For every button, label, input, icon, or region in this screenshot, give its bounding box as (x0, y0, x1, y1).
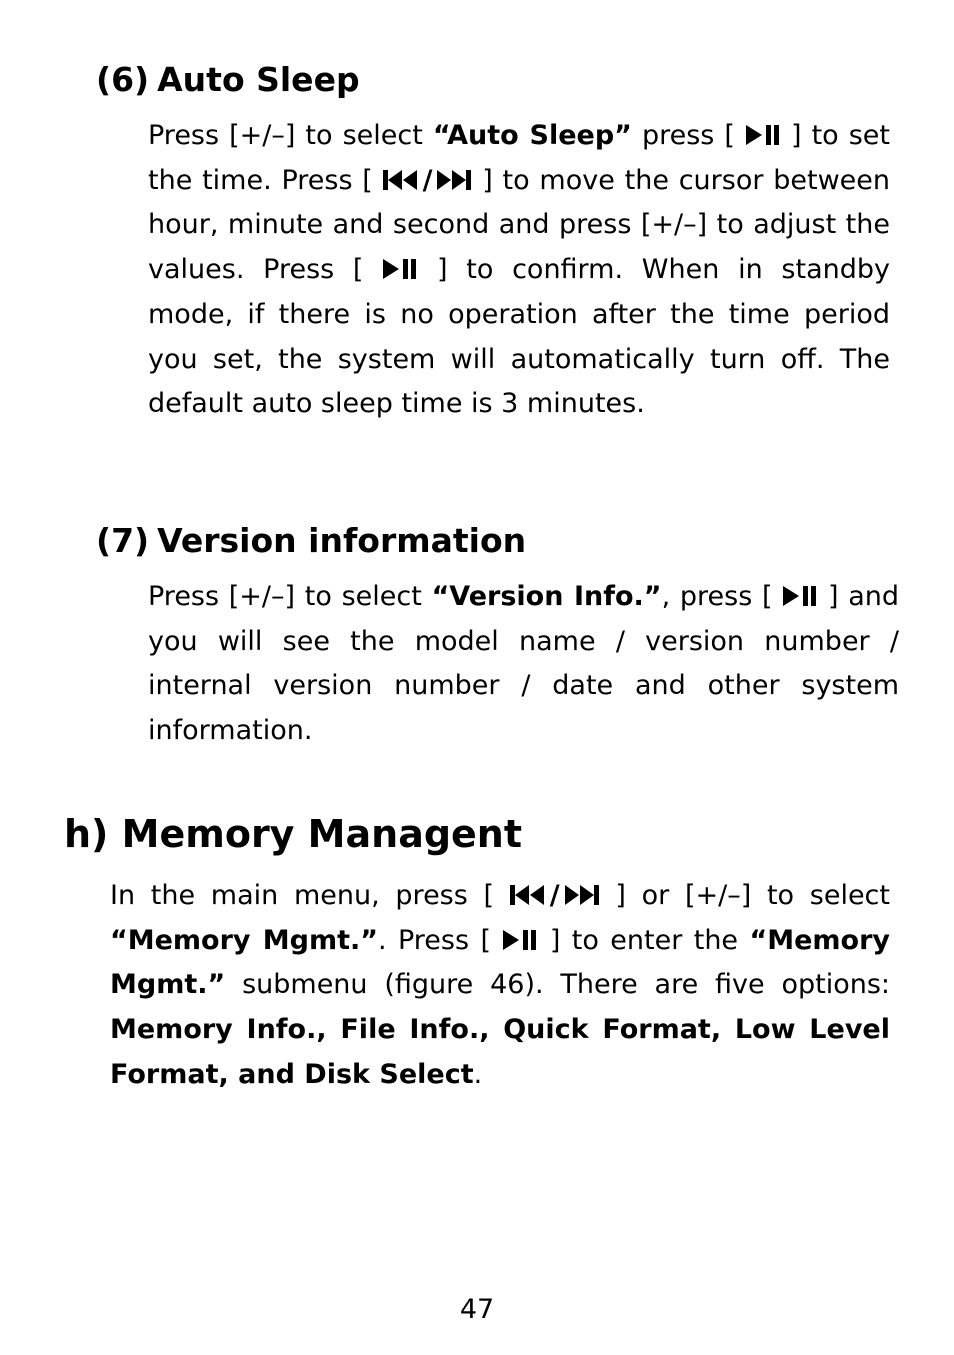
slash-separator: / (422, 164, 433, 196)
text: , press [ (661, 581, 783, 612)
text: press [ (631, 120, 745, 151)
section-7-title: Version information (157, 521, 527, 560)
section-h-paragraph (110, 874, 890, 1098)
play-pause-icon (745, 124, 781, 146)
text: ] and you will see the model name / version number / internal version number / date and other system information. (148, 581, 900, 747)
text: . Press [ (378, 924, 503, 956)
section-6-heading (96, 60, 360, 100)
section-6-number: (6) (96, 60, 150, 99)
text: ] to enter the (538, 924, 750, 956)
play-pause-icon (382, 258, 418, 280)
skip-next-icon (436, 169, 472, 191)
text: ] to set the time. Press [ (148, 120, 890, 196)
section-7-paragraph (148, 575, 899, 754)
section-6-paragraph (148, 114, 890, 427)
skip-previous-icon (383, 169, 419, 191)
text: ] or [+/–] to select (599, 880, 890, 911)
skip-previous-icon (510, 884, 546, 906)
quoted-term: “Memory Mgmt.” (110, 924, 890, 1001)
text: In the main menu, press [ (110, 880, 510, 911)
text: Press [+/–] to select (148, 120, 433, 151)
text: submenu (figure 46). There are five options: (225, 969, 890, 1001)
slash-separator: / (549, 880, 560, 911)
play-pause-icon (782, 585, 818, 607)
quoted-term: “Memory Mgmt.” (110, 924, 378, 956)
text: . (473, 1058, 483, 1090)
quoted-term: “Version Info.” (431, 581, 662, 612)
text: ] to confirm. When in standby mode, if there is no operation after the time period you set, the system will automatically turn off. The default auto sleep time is 3 minutes. (148, 254, 890, 420)
text: ] to move the cursor between hour, minute and second and press [+/–] to adjust the values. Press [ (148, 164, 890, 286)
section-7-heading (96, 521, 526, 561)
text: Press [+/–] to select (148, 581, 432, 612)
options-list: Memory Info., File Info., Quick Format, Low Level Format, and Disk Select (110, 1014, 890, 1090)
skip-next-icon (564, 884, 600, 906)
play-pause-icon (502, 929, 538, 951)
section-6-title: Auto Sleep (157, 60, 360, 99)
page-number: 47 (459, 1294, 495, 1325)
section-7-number: (7) (96, 521, 150, 560)
section-h-heading: h) Memory Managent (64, 812, 523, 856)
quoted-term: “Auto Sleep” (432, 120, 632, 151)
